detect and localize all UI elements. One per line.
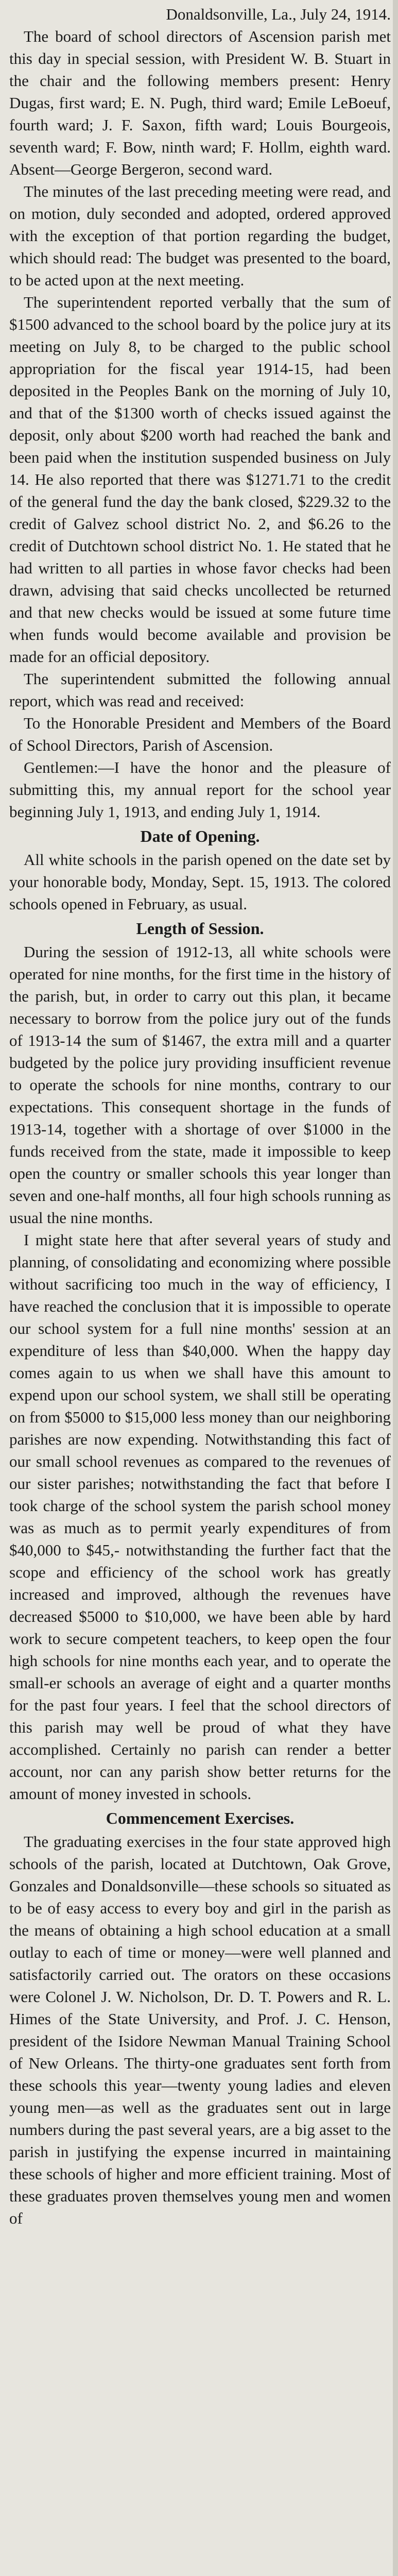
paragraph-bank-report: The superintendent reported verbally that the sum of $1500 advanced to the school board by the police jury at its meeting on July 8, to be charged to the public school appropriation for the fiscal year 1914-15, had been deposited in the Peoples Bank on the morning of July 10, and that of the $1300 worth of checks issued against the deposit, only about $200 worth had reached the bank and been paid when the institution suspended business on July 14. He also reported that there was $1271.71 to the credit of the general fund the day the bank closed, $229.32 to the credit of Galvez school district No. 2, and $6.26 to the credit of Dutchtown school district No. 1. He stated that he had written to all parties in whose favor checks had been drawn, advising that said checks uncollected be returned and that new checks would be issued at some future time when funds would become available and provision be made for an official depository.	[9, 293, 391, 666]
salutation: Gentlemen:—I have the honor and the pleasure of submitting this, my annual report for the school year beginning July 1, 1913, and ending July 1, 1914.	[9, 758, 391, 821]
letter-address: To the Honorable President and Members of the Board of School Directors, Parish of Ascension.	[9, 714, 391, 754]
paragraph-meeting-attendance: The board of school directors of Ascension parish met this day in special session, with President W. B. Stuart in the chair and the following members present: Henry Dugas, first ward; E. N. Pugh, third ward; Emile LeBoeuf, fourth ward; J. F. Saxon, fifth ward; Louis Bourgeois, seventh ward; F. Bow, ninth ward; F. Hollm, eighth ward. Absent—George Bergeron, second ward.	[9, 27, 391, 178]
heading-length-of-session: Length of Session.	[136, 919, 264, 938]
paper-fold-shadow	[393, 0, 398, 2576]
paragraph-date-of-opening: All white schools in the parish opened on the date set by your honorable body, Monday, Sept. 15, 1913. The colored schools opened in February, as usual.	[9, 851, 391, 913]
paragraph-commencement-exercises: The graduating exercises in the four state approved high schools of the parish, located at Dutchtown, Oak Grove, Gonzales and Donaldsonville—these schools so situated as to be of easy access to every boy and girl in the parish as the means of obtaining a high school education at a small outlay to each of time or money—were well planned and satisfactorily carried out. The orators on these occasions were Colonel J. W. Nicholson, Dr. D. T. Powers and R. L. Himes of the State University, and Prof. J. C. Henson, president of the Isidore Newman Manual Training School of New Orleans. The thirty-one graduates sent forth from these schools this year—twenty young ladies and eleven young men—as well as the graduates sent out in large numbers during the past several years, are a big asset to the parish in justifying the expense incurred in maintaining these schools of higher and more efficient training. Most of these graduates proven themselves young men and women of	[9, 1833, 391, 2227]
paragraph-annual-report-intro: The superintendent submitted the following annual report, which was read and received:	[9, 670, 391, 710]
paragraph-length-of-session-2: I might state here that after several years of study and planning, of consolidating and economizing where possible without sacrificing too much in the way of efficiency, I have reached the conclusion that it is impossible to operate our school system for a full nine months' session at an expenditure of less than $40,000. When the happy day comes again to us when we shall have this amount to expend upon our school system, we shall still be operating on from $5000 to $15,000 less money than our neighboring parishes are now expending. Notwithstanding this fact of our small school revenues as compared to the revenues of our sister parishes; notwithstanding the fact that before I took charge of the school system the parish school money was as much as to permit yearly expenditures of from $40,000 to $45,- notwithstanding the further fact that the scope and efficiency of the school work has greatly increased and improved, although the revenues have decreased $5000 to $10,000, we have been able by hard work to secure competent teachers, to keep open the four high schools for nine months each year, and to operate the small-er schools an average of eight and a quarter months for the past four years. I feel that the school directors of this parish may well be proud of what they have accomplished. Certainly no parish can render a better account, nor can any parish show better returns for the amount of money invested in schools.	[9, 1231, 391, 1803]
heading-commencement-exercises: Commencement Exercises.	[106, 1809, 295, 1827]
dateline: Donaldsonville, La., July 24, 1914.	[166, 5, 391, 23]
paragraph-length-of-session-1: During the session of 1912-13, all white schools were operated for nine months, for the first time in the history of the parish, but, in order to carry out this plan, it became necessary to borrow from the police jury out of the funds of 1913-14 the sum of $1467, the extra mill and a quarter budgeted by the police jury providing insufficient revenue to operate the schools for nine months, contrary to our expectations. This consequent shortage in the funds of 1913-14, together with a shortage of over $1000 in the funds received from the state, made it impossible to keep open the country or smaller schools this year longer than seven and one-half months, all four high schools running as usual the nine months.	[9, 943, 391, 1227]
paragraph-minutes: The minutes of the last preceding meeting were read, and on motion, duly seconded and adopted, ordered approved with the exception of that portion regarding the budget, which should read: The budget was presented to the board, to be acted upon at the next meeting.	[9, 182, 391, 289]
heading-date-of-opening: Date of Opening.	[140, 827, 260, 845]
